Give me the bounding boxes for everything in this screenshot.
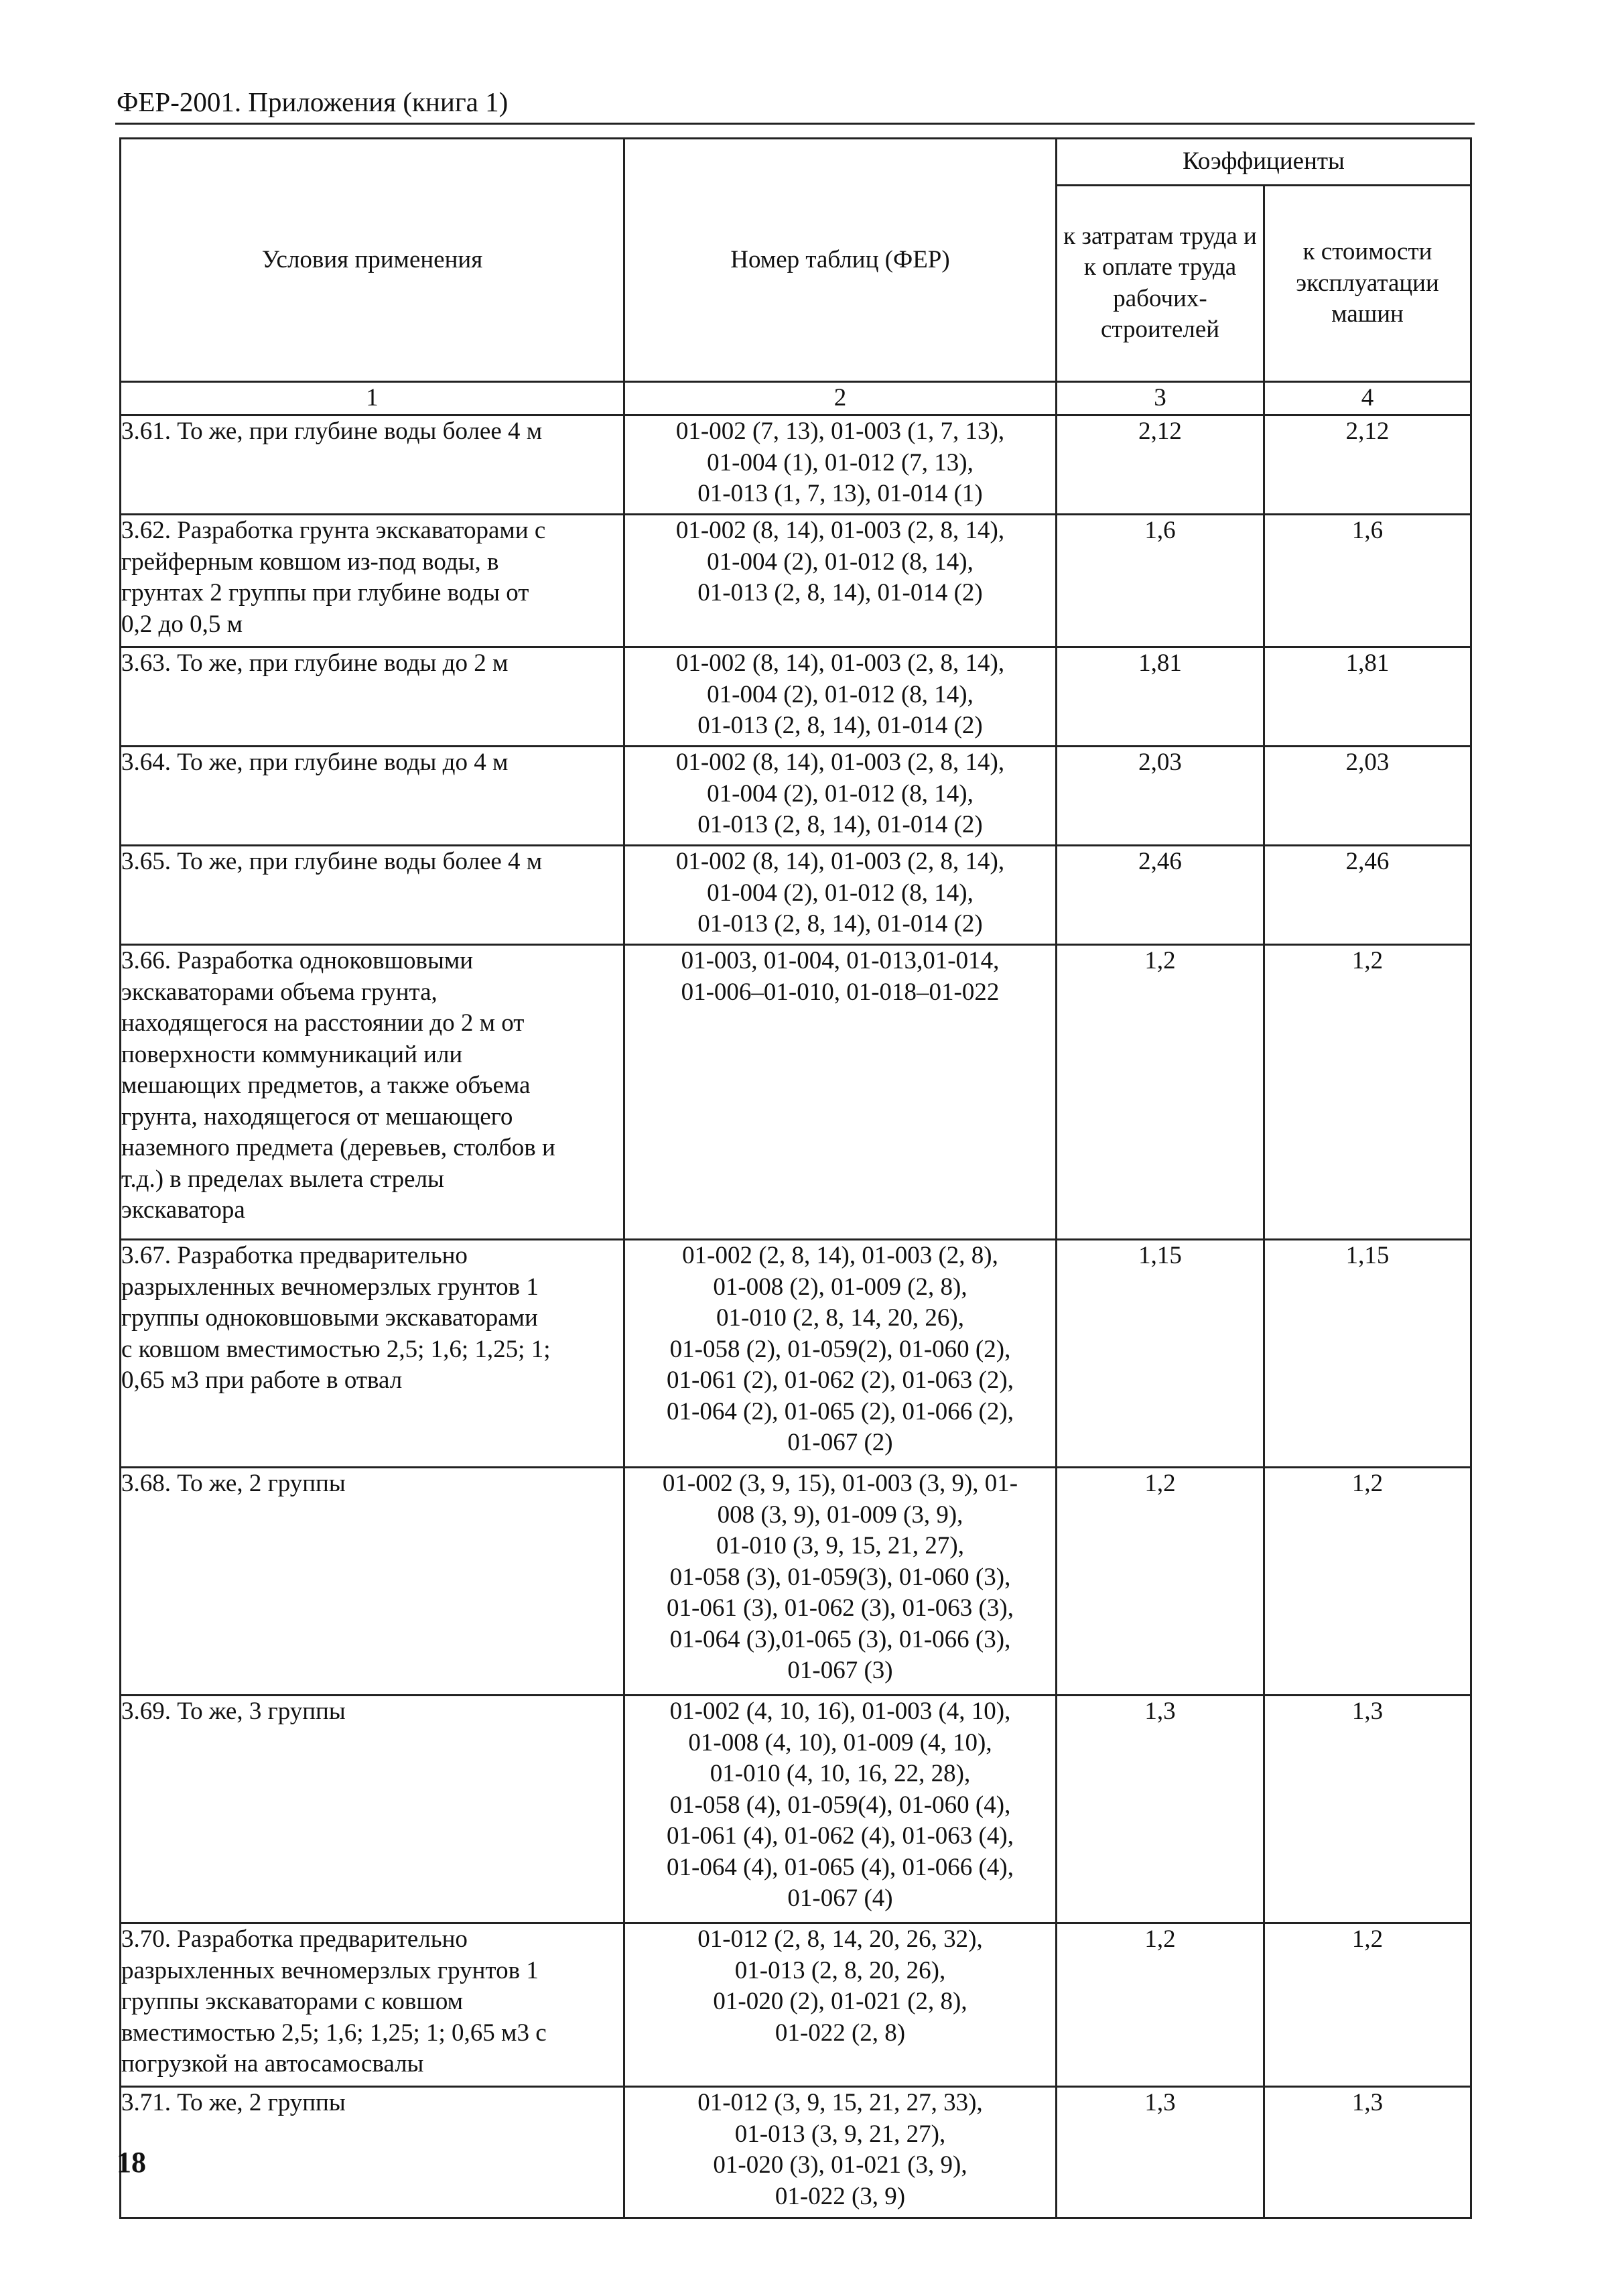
column-number: 2 bbox=[624, 382, 1057, 416]
header-machine-coefficient: к стоимости эксплуатации машин bbox=[1264, 185, 1471, 381]
condition-line: 0,2 до 0,5 м bbox=[121, 610, 243, 638]
labor-coefficient-cell: 2,12 bbox=[1057, 416, 1264, 515]
condition-line: 3.66. Разработка одноковшовыми bbox=[121, 947, 474, 974]
table-numbers-line: 01-020 (3), 01-021 (3, 9), bbox=[713, 2151, 967, 2179]
table-numbers-line: 01-058 (3), 01-059(3), 01-060 (3), bbox=[669, 1563, 1011, 1591]
table-numbers-line: 01-002 (8, 14), 01-003 (2, 8, 14), bbox=[675, 517, 1005, 544]
labor-coefficient-cell: 1,2 bbox=[1057, 1468, 1264, 1696]
header-coefficients: Коэффициенты bbox=[1057, 139, 1471, 186]
table-row bbox=[121, 945, 1471, 1240]
machine-coefficient-cell: 1,15 bbox=[1264, 1240, 1471, 1468]
table-numbers-line: 01-004 (2), 01-012 (8, 14), bbox=[707, 548, 974, 576]
table-numbers-line: 01-002 (8, 14), 01-003 (2, 8, 14), bbox=[675, 649, 1005, 677]
condition-line: разрыхленных вечномерзлых грунтов 1 bbox=[121, 1956, 539, 1984]
labor-coefficient-cell: 2,46 bbox=[1057, 846, 1264, 945]
condition-line: грунта, находящегося от мешающего bbox=[121, 1102, 513, 1131]
condition-line: поверхности коммуникаций или bbox=[121, 1040, 463, 1068]
table-numbers-line: 01-004 (2), 01-012 (8, 14), bbox=[707, 680, 974, 708]
table-numbers-cell bbox=[624, 416, 1057, 515]
header-rule bbox=[115, 123, 1475, 125]
table-numbers-line: 01-004 (1), 01-012 (7, 13), bbox=[707, 448, 974, 476]
table-numbers-line: 01-013 (2, 8, 14), 01-014 (2) bbox=[697, 811, 983, 838]
table-row bbox=[121, 846, 1471, 945]
labor-coefficient-cell: 1,6 bbox=[1057, 515, 1264, 647]
labor-coefficient-cell: 1,15 bbox=[1057, 1240, 1264, 1468]
machine-coefficient-cell: 2,03 bbox=[1264, 747, 1471, 846]
running-head: ФЕР-2001. Приложения (книга 1) bbox=[117, 86, 509, 117]
labor-coefficient-cell: 1,2 bbox=[1057, 945, 1264, 1240]
condition-line: 3.71. То же, 2 группы bbox=[121, 2089, 346, 2116]
table-numbers-line: 01-013 (2, 8, 14), 01-014 (2) bbox=[697, 712, 983, 739]
labor-coefficient-cell: 2,03 bbox=[1057, 747, 1264, 846]
condition-line: грейферным ковшом из-под воды, в bbox=[121, 548, 499, 576]
table-numbers-line: 01-022 (3, 9) bbox=[775, 2182, 906, 2210]
machine-coefficient-cell: 2,46 bbox=[1264, 846, 1471, 945]
table-numbers-line: 01-064 (3),01-065 (3), 01-066 (3), bbox=[669, 1625, 1011, 1653]
table-numbers-line: 01-004 (2), 01-012 (8, 14), bbox=[707, 779, 974, 808]
table-numbers-line: 01-022 (2, 8) bbox=[775, 2019, 906, 2047]
table-numbers-line: 01-064 (4), 01-065 (4), 01-066 (4), bbox=[667, 1853, 1014, 1881]
table-numbers-line: 01-002 (8, 14), 01-003 (2, 8, 14), bbox=[675, 848, 1005, 875]
condition-line: т.д.) в пределах вылета стрелы bbox=[121, 1165, 444, 1193]
condition-cell bbox=[121, 416, 624, 515]
table-numbers-line: 01-004 (2), 01-012 (8, 14), bbox=[707, 879, 974, 907]
table-numbers-line: 01-064 (2), 01-065 (2), 01-066 (2), bbox=[667, 1397, 1014, 1425]
column-number: 3 bbox=[1057, 382, 1264, 416]
condition-cell bbox=[121, 945, 624, 1240]
table-numbers-cell bbox=[624, 1923, 1057, 2087]
condition-cell bbox=[121, 1923, 624, 2087]
table-row bbox=[121, 1468, 1471, 1696]
table-body bbox=[121, 416, 1471, 2218]
condition-cell bbox=[121, 647, 624, 747]
table-numbers-line: 01-013 (1, 7, 13), 01-014 (1) bbox=[697, 480, 983, 507]
condition-line: 3.69. То же, 3 группы bbox=[121, 1698, 346, 1725]
table-numbers-line: 01-061 (2), 01-062 (2), 01-063 (2), bbox=[667, 1366, 1014, 1394]
condition-line: группы экскаваторами с ковшом bbox=[121, 1988, 464, 2015]
labor-coefficient-cell: 1,2 bbox=[1057, 1923, 1264, 2087]
table-numbers-line: 01-012 (3, 9, 15, 21, 27, 33), bbox=[697, 2089, 983, 2116]
condition-line: погрузкой на автосамосвалы bbox=[121, 2050, 424, 2078]
table-numbers-line: 01-002 (3, 9, 15), 01-003 (3, 9), 01- bbox=[662, 1470, 1018, 1497]
column-number: 4 bbox=[1264, 382, 1471, 416]
condition-line: 3.63. То же, при глубине воды до 2 м bbox=[121, 649, 509, 677]
header-labor-coefficient: к затратам труда и к оплате труда рабочих-строителей bbox=[1057, 185, 1264, 381]
table-numbers-cell bbox=[624, 647, 1057, 747]
machine-coefficient-cell: 1,2 bbox=[1264, 1923, 1471, 2087]
table-numbers-line: 01-013 (3, 9, 21, 27), bbox=[734, 2120, 946, 2148]
condition-line: наземного предмета (деревьев, столбов и bbox=[121, 1134, 555, 1161]
table-numbers-line: 01-002 (2, 8, 14), 01-003 (2, 8), bbox=[682, 1242, 998, 1269]
table-numbers-line: 01-002 (7, 13), 01-003 (1, 7, 13), bbox=[675, 418, 1005, 445]
table-numbers-cell bbox=[624, 846, 1057, 945]
condition-cell bbox=[121, 747, 624, 846]
machine-coefficient-cell: 2,12 bbox=[1264, 416, 1471, 515]
machine-coefficient-cell: 1,2 bbox=[1264, 1468, 1471, 1696]
condition-cell bbox=[121, 2087, 624, 2218]
table-row bbox=[121, 1240, 1471, 1468]
table-numbers-cell bbox=[624, 1240, 1057, 1468]
condition-line: с ковшом вместимостью 2,5; 1,6; 1,25; 1; bbox=[121, 1335, 551, 1363]
labor-coefficient-cell: 1,81 bbox=[1057, 647, 1264, 747]
table-numbers-line: 01-006–01-010, 01-018–01-022 bbox=[681, 978, 1000, 1006]
table-numbers-cell bbox=[624, 1696, 1057, 1923]
table-numbers-cell bbox=[624, 747, 1057, 846]
table-numbers-line: 01-061 (4), 01-062 (4), 01-063 (4), bbox=[667, 1822, 1014, 1850]
condition-line: экскаватора bbox=[121, 1196, 245, 1224]
table-row bbox=[121, 2087, 1471, 2218]
condition-line: экскаваторами объема грунта, bbox=[121, 978, 438, 1006]
table-numbers-line: 01-067 (2) bbox=[787, 1429, 893, 1456]
condition-line: 3.62. Разработка грунта экскаваторами с bbox=[121, 517, 546, 544]
condition-line: 0,65 м3 при работе в отвал bbox=[121, 1366, 403, 1394]
table-numbers-line: 01-061 (3), 01-062 (3), 01-063 (3), bbox=[667, 1594, 1014, 1622]
column-number-row bbox=[121, 382, 1471, 416]
table-numbers-line: 01-002 (4, 10, 16), 01-003 (4, 10), bbox=[669, 1698, 1011, 1725]
condition-cell bbox=[121, 846, 624, 945]
condition-line: мешающих предметов, а также объема bbox=[121, 1072, 531, 1099]
condition-line: 3.64. То же, при глубине воды до 4 м bbox=[121, 749, 509, 776]
table-numbers-line: 008 (3, 9), 01-009 (3, 9), bbox=[717, 1501, 963, 1529]
table-numbers-line: 01-013 (2, 8, 14), 01-014 (2) bbox=[697, 579, 983, 607]
table-numbers-line: 01-013 (2, 8, 20, 26), bbox=[734, 1956, 946, 1984]
table-numbers-cell bbox=[624, 945, 1057, 1240]
condition-line: 3.61. То же, при глубине воды более 4 м bbox=[121, 418, 543, 445]
table-header bbox=[121, 139, 1471, 416]
table-numbers-line: 01-058 (4), 01-059(4), 01-060 (4), bbox=[669, 1791, 1011, 1819]
condition-cell bbox=[121, 515, 624, 647]
machine-coefficient-cell: 1,3 bbox=[1264, 1696, 1471, 1923]
table-numbers-line: 01-010 (2, 8, 14, 20, 26), bbox=[716, 1304, 964, 1332]
table-numbers-line: 01-012 (2, 8, 14, 20, 26, 32), bbox=[697, 1925, 983, 1953]
condition-line: 3.67. Разработка предварительно bbox=[121, 1242, 468, 1269]
condition-line: грунтах 2 группы при глубине воды от bbox=[121, 579, 529, 607]
condition-line: 3.70. Разработка предварительно bbox=[121, 1925, 468, 1953]
condition-line: 3.65. То же, при глубине воды более 4 м bbox=[121, 848, 543, 875]
labor-coefficient-cell: 1,3 bbox=[1057, 1696, 1264, 1923]
condition-line: разрыхленных вечномерзлых грунтов 1 bbox=[121, 1273, 539, 1301]
machine-coefficient-cell: 1,81 bbox=[1264, 647, 1471, 747]
page-number: 18 bbox=[117, 2146, 146, 2179]
labor-coefficient-cell: 1,3 bbox=[1057, 2087, 1264, 2218]
table-numbers-line: 01-020 (2), 01-021 (2, 8), bbox=[713, 1988, 967, 2015]
column-number: 1 bbox=[121, 382, 624, 416]
table-numbers-line: 01-010 (3, 9, 15, 21, 27), bbox=[716, 1532, 964, 1559]
table-row bbox=[121, 515, 1471, 647]
condition-line: группы одноковшовыми экскаваторами bbox=[121, 1304, 538, 1332]
machine-coefficient-cell: 1,6 bbox=[1264, 515, 1471, 647]
table-numbers-line: 01-013 (2, 8, 14), 01-014 (2) bbox=[697, 910, 983, 938]
condition-line: 3.68. То же, 2 группы bbox=[121, 1470, 346, 1497]
table-numbers-line: 01-067 (3) bbox=[787, 1657, 893, 1684]
table-row bbox=[121, 647, 1471, 747]
condition-cell bbox=[121, 1468, 624, 1696]
condition-cell bbox=[121, 1240, 624, 1468]
machine-coefficient-cell: 1,2 bbox=[1264, 945, 1471, 1240]
condition-cell bbox=[121, 1696, 624, 1923]
table-row bbox=[121, 1696, 1471, 1923]
table-numbers-cell bbox=[624, 1468, 1057, 1696]
table-row bbox=[121, 1923, 1471, 2087]
table-numbers-cell bbox=[624, 515, 1057, 647]
table-numbers-line: 01-002 (8, 14), 01-003 (2, 8, 14), bbox=[675, 749, 1005, 776]
table-numbers-line: 01-058 (2), 01-059(2), 01-060 (2), bbox=[669, 1335, 1011, 1363]
condition-line: вместимостью 2,5; 1,6; 1,25; 1; 0,65 м3 с bbox=[121, 2019, 547, 2047]
table-numbers-line: 01-008 (2), 01-009 (2, 8), bbox=[713, 1273, 967, 1301]
table-row bbox=[121, 747, 1471, 846]
table-numbers-line: 01-067 (4) bbox=[787, 1885, 893, 1912]
table-numbers-line: 01-003, 01-004, 01-013,01-014, bbox=[681, 947, 1000, 974]
coefficients-table bbox=[119, 137, 1472, 2219]
condition-line: находящегося на расстоянии до 2 м от bbox=[121, 1009, 525, 1037]
table-numbers-line: 01-010 (4, 10, 16, 22, 28), bbox=[710, 1760, 971, 1787]
table-numbers-line: 01-008 (4, 10), 01-009 (4, 10), bbox=[688, 1728, 992, 1757]
table-row bbox=[121, 416, 1471, 515]
machine-coefficient-cell: 1,3 bbox=[1264, 2087, 1471, 2218]
header-table-numbers: Номер таблиц (ФЕР) bbox=[624, 139, 1057, 382]
table-numbers-cell bbox=[624, 2087, 1057, 2218]
header-conditions: Условия применения bbox=[121, 139, 624, 382]
